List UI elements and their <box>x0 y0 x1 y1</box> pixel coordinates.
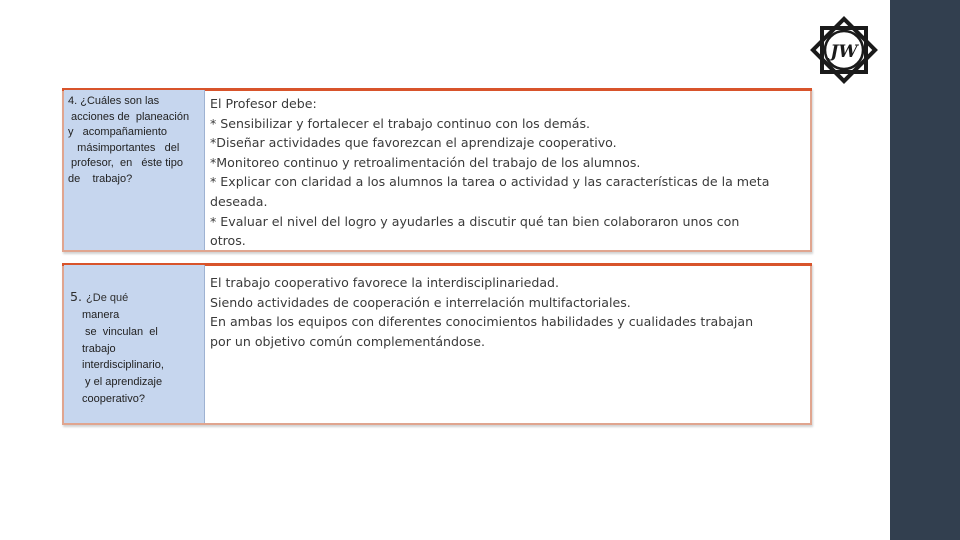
question-line: cooperativo? <box>82 392 145 405</box>
right-sidebar-band <box>890 0 960 540</box>
question-line: 4. ¿Cuáles son las <box>68 95 160 107</box>
answer-text <box>210 273 810 351</box>
question-line: de trabajo? <box>68 172 133 185</box>
answer-cell <box>210 90 810 250</box>
logo-text: JW <box>830 42 858 62</box>
answer-line: *Monitoreo continuo y retroalimentación del trabajo de los alumnos. <box>210 154 641 170</box>
question-text <box>68 94 202 187</box>
question-line: manera <box>82 309 120 321</box>
answer-line: *Diseñar actividades que favorezcan el aprendizaje cooperativo. <box>210 135 617 151</box>
question-cell <box>64 90 205 250</box>
badge-logo-icon <box>802 10 886 90</box>
answer-line: deseada. <box>210 193 268 209</box>
answer-line: otros. <box>210 233 246 249</box>
question-line: y el aprendizaje <box>82 376 163 389</box>
question-heading <box>70 289 128 307</box>
question-line: másimportantes del <box>68 141 180 154</box>
question-first-words: ¿De qué <box>86 292 129 304</box>
answer-line: * Evaluar el nivel del logro y ayudarles a discutir qué tan bien colaboraron unos con <box>210 213 740 229</box>
question-cell <box>64 265 205 423</box>
answer-line: * Sensibilizar y fortalecer el trabajo continuo con los demás. <box>210 115 591 131</box>
question-line: acciones de planeación <box>68 110 190 123</box>
question-text <box>82 307 200 408</box>
question-line: profesor, en éste tipo <box>68 157 183 169</box>
answer-line: El trabajo cooperativo favorece la interdisciplinariedad. <box>210 275 560 290</box>
question-row-4 <box>62 88 812 252</box>
answer-line: El Profesor debe: <box>210 96 317 111</box>
question-line: se vinculan el <box>82 325 158 338</box>
question-line: trabajo <box>82 342 116 355</box>
answer-line: por un objetivo común complementándose. <box>210 333 486 349</box>
answer-text <box>210 94 810 251</box>
question-line: interdisciplinario, <box>82 359 164 372</box>
answer-line: Siendo actividades de cooperación e interrelación multifactoriales. <box>210 294 631 310</box>
question-line: y acompañamiento <box>68 126 168 138</box>
answer-cell <box>210 265 810 423</box>
answer-line: * Explicar con claridad a los alumnos la tarea o actividad y las características de la meta <box>210 174 770 190</box>
answer-line: En ambas los equipos con diferentes conocimientos habilidades y cualidades trabajan <box>210 314 754 330</box>
question-row-5 <box>62 263 812 425</box>
question-number: 5. <box>70 289 83 304</box>
